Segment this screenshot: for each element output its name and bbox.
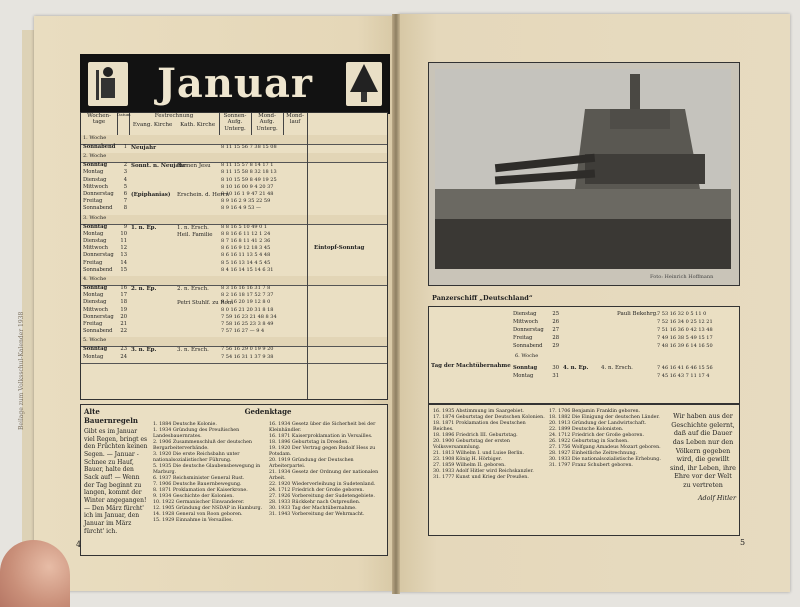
- holiday-ev: Sonnt. n. Neujahr: [131, 163, 186, 170]
- side-column: [307, 113, 388, 399]
- page-number-left: 4: [76, 540, 82, 549]
- gedenktag-entry: 20. 1913 Gründung der Landwirtschaft.: [549, 420, 647, 426]
- gedenktag-entry: 7. 1906 Deutsche Bauernbewegung.: [153, 481, 242, 487]
- day-name: Dienstag: [83, 176, 107, 183]
- gedenktag-entry: 28. 1927 Einheitliche Zeitrechnung.: [549, 450, 638, 456]
- gedenktag-entry: 28. 1933 Rückkehr nach Ostpreußen.: [269, 499, 361, 505]
- right-gedenk-col2: [549, 409, 661, 469]
- gedenktag-entry: 19. 1920 Der Vertrag gegen Rudolf Hess zu Potsdam.: [269, 445, 376, 457]
- day-name: Sonntag: [83, 223, 108, 230]
- sun-moon-times: 8 4 16 14 15 14 6 31: [221, 266, 274, 273]
- gedenktag-entry: 21. 1813 Wilhelm I. und Luise Berlin.: [433, 450, 525, 456]
- day-number: 26: [552, 319, 559, 325]
- day-number: 9: [123, 223, 127, 230]
- col-moon: Mond- Aufg. Unterg.: [251, 113, 284, 136]
- day-name: Montag: [83, 292, 104, 299]
- gedenktag-entry: 15. 1929 Einnahme in Versailles.: [153, 517, 234, 523]
- gedenktag-entry: 8. 1871 Proklamation der Kaiserkrone.: [153, 487, 248, 493]
- day-name: Sonnabend: [513, 343, 543, 349]
- book-spine: [392, 14, 400, 594]
- day-number: 17: [120, 292, 127, 299]
- week-label-text: 5. Woche: [83, 337, 107, 344]
- holiday-ev: Neujahr: [131, 145, 156, 151]
- day-number: 16: [120, 285, 127, 291]
- gedenktag-entry: 3. 1920 Die erste Reichsbahn unter nationalsozialistischer Führung.: [153, 451, 240, 463]
- day-number: 11: [120, 237, 127, 244]
- holiday-cath: Heil. Familie: [177, 231, 213, 238]
- day-number: 19: [120, 306, 127, 313]
- day-name: Sonntag: [83, 162, 108, 169]
- day-name: Dienstag: [513, 311, 537, 317]
- day-number: 7: [123, 198, 127, 205]
- gedenktag-entry: 20. 1900 Geburtstag der ersten Volksversammlung.: [433, 438, 510, 450]
- holiday-cath: 2. n. Ersch.: [177, 286, 209, 292]
- col-sun: Sonnen- Aufg. Unterg.: [219, 113, 252, 136]
- day-name: Sonnabend: [83, 266, 113, 273]
- day-name: Mittwoch: [83, 245, 108, 252]
- gedenktag-entry: 10. 1922 Germanischer Einwanderer.: [153, 499, 245, 505]
- sun-moon-times: 7 45 16 43 7 11 17 4: [657, 373, 710, 379]
- day-number: 27: [552, 327, 559, 333]
- week-label-text: 1. Woche: [83, 135, 107, 141]
- right-gedenk-col1: [433, 409, 545, 481]
- side-note: Eintopf-Sonntag: [314, 245, 365, 251]
- day-name: Donnerstag: [83, 252, 114, 259]
- day-name: Freitag: [83, 259, 103, 266]
- col-date: Datum: [117, 113, 130, 136]
- day-number: 23: [120, 346, 127, 353]
- day-number: 4: [123, 176, 127, 183]
- photo-credit: Foto: Heinrich Hoffmann: [650, 274, 714, 280]
- day-number: 2: [123, 162, 127, 169]
- day-number: 3: [123, 169, 127, 176]
- gedenktag-entry: 30. 1933 Adolf Hitler wird Reichskanzler.: [433, 468, 534, 474]
- gedenktag-entry: 30. 1933 Die nationalsozialistische Erhebung.: [549, 456, 661, 462]
- day-name: Montag: [83, 353, 104, 360]
- day-name: Donnerstag: [513, 327, 544, 333]
- sun-moon-times: 8 8 16 5 10 49 0 1: [221, 223, 268, 230]
- gedenktag-entry: 31. 1797 Franz Schubert geboren.: [549, 462, 633, 468]
- sun-moon-times: 8 10 16 1 9 47 21 48: [221, 190, 274, 197]
- sun-moon-times: 8 11 15 56 7 38 15 08: [221, 144, 277, 150]
- sun-moon-times: 7 48 16 39 6 14 16 50: [657, 343, 713, 349]
- month-header: [80, 54, 390, 114]
- holiday-ev: (Epiphanias): [131, 191, 171, 198]
- gedenktag-entry: 16. 1934 Gesetz über die Sicherheit bei der Kleinhändler.: [269, 422, 376, 433]
- day-number: 31: [552, 373, 559, 379]
- page-number-right: 5: [740, 538, 746, 547]
- day-number: 29: [552, 343, 559, 349]
- gedenktag-entry: 21. 1934 Gesetz der Ordnung der nationalen Arbeit.: [269, 469, 379, 481]
- bauernregeln-heading: Alte Bauernregeln: [84, 407, 139, 425]
- day-name: Freitag: [83, 321, 103, 327]
- bauernregeln: [84, 408, 148, 535]
- thumb: [0, 540, 70, 607]
- holiday-cath: 3. n. Ersch.: [177, 347, 209, 354]
- gedenktage-col-left: [153, 422, 265, 524]
- day-name: Montag: [83, 230, 104, 237]
- day-number: 8: [123, 205, 127, 212]
- holiday-cath: 1. n. Ersch.: [177, 224, 209, 231]
- day-name: Dienstag: [83, 299, 107, 306]
- day-number: 10: [120, 230, 127, 237]
- day-number: 1: [123, 144, 127, 150]
- sun-moon-times: 7 52 16 34 0 25 12 21: [657, 319, 713, 325]
- day-name: Freitag: [83, 198, 103, 205]
- day-number: 25: [552, 311, 559, 317]
- holiday-ev: 4. n. Ep.: [563, 365, 589, 371]
- sun-moon-times: 7 56 16 29 0 19 9 20: [221, 346, 274, 353]
- quote-text: Wir haben aus der Geschichte gelernt, daß auf die Dauer das Leben nur den Völkern gegeben wird, die gewillt sind, ihr Leben, ihre Ehre vor der Welt zu vertreten: [670, 412, 736, 490]
- day-number: 5: [123, 183, 127, 190]
- gedenktag-entry: 27. 1926 Vorbereitung der Sudetengebiete.: [269, 493, 375, 499]
- sun-moon-times: 8 10 16 00 9 4 20 37: [221, 183, 274, 190]
- gedenktag-entry: 18. 1882 Die Einigung der deutschen Länder.: [549, 414, 660, 420]
- gedenktag-entry: 16. 1935 Abstimmung im Saargebiet.: [433, 409, 524, 414]
- week-label-text: 4. Woche: [83, 276, 107, 282]
- gedenktag-entry: 31. 1943 Vorbereitung der Wehrmacht.: [269, 511, 365, 517]
- col-festrechnung: Festrechnung Evang. Kirche Kath. Kirche: [129, 113, 220, 136]
- photo-frame: [428, 62, 740, 286]
- sun-moon-times: 8 1 16 20 19 12 8 0: [221, 299, 271, 306]
- sun-moon-times: 7 46 16 41 6 46 15 56: [657, 365, 713, 371]
- day-number: 20: [120, 313, 127, 320]
- gedenktag-entry: 16. 1871 Kaiserproklamation in Versailles.: [269, 433, 373, 439]
- gedenktage: [153, 407, 383, 523]
- day-name: Donnerstag: [83, 190, 114, 197]
- gedenktag-entry: 9. 1934 Geschichte der Kolonien.: [153, 493, 234, 499]
- day-name: Sonnabend: [83, 205, 113, 212]
- day-name: Montag: [513, 373, 534, 379]
- holiday-ev: 3. n. Ep.: [131, 347, 157, 354]
- bauernregeln-text: Gibt es im Januar viel Regen, bringt es den Früchten keinen Segen. — Januar - Schnee zu Hauf, Bauer, halte den Sack auf! — Wenn der Tag beginnt zu langen, kommt der Winter angegangen! — Den März fürcht' ich im Januar, den Januar im März fürcht' ich.: [84, 427, 148, 535]
- gedenktag-entry: 14. 1928 General von Roon geboren.: [153, 511, 243, 517]
- sun-moon-times: 8 6 16 11 13 5 4 48: [221, 252, 271, 259]
- gedenktag-entry: 17. 1874 Geburtstag der Deutschen Kolonien.: [433, 414, 545, 420]
- gedenktag-entry: 22. 1920 Wiederverleihung in Sudetenland.: [269, 481, 376, 487]
- gedenktag-entry: 27. 1756 Wolfgang Amadeus Mozart geboren.: [549, 444, 661, 450]
- sun-moon-times: 8 9 16 2 9 35 22 59: [221, 198, 271, 205]
- sun-moon-times: 7 51 16 36 0 42 13 48: [657, 327, 713, 333]
- day-name: Sonnabend: [83, 144, 116, 150]
- gedenktag-entry: 1. 1884 Deutsche Kolonie.: [153, 422, 217, 427]
- holiday-cath: Namen Jesu: [177, 163, 211, 170]
- sun-moon-times: 8 7 16 8 11 41 2 36: [221, 237, 271, 244]
- tree-illustration: [346, 62, 382, 106]
- gedenktag-entry: 18. 1871 Proklamation des Deutschen Reiches.: [433, 420, 526, 432]
- col-weekday: Wochen-tage: [81, 113, 118, 136]
- day-name: Mittwoch: [513, 319, 538, 325]
- week-label-text: 2. Woche: [83, 153, 107, 160]
- day-name: Sonnabend: [83, 328, 113, 335]
- side-note: Tag der Machtübernahme: [431, 363, 511, 369]
- gedenktage-heading: Gedenktage: [244, 407, 292, 416]
- sun-moon-times: 7 54 16 31 1 37 9 38: [221, 353, 274, 360]
- holiday-cath: 4. n. Ersch.: [601, 365, 633, 371]
- gedenktag-entry: 24. 1712 Friedrich der Große geboren.: [549, 432, 645, 438]
- day-name: Montag: [83, 169, 104, 176]
- week-label-text: 3. Woche: [83, 214, 107, 221]
- day-number: 13: [120, 252, 127, 259]
- sun-moon-times: 7 59 16 23 21 48 8 34: [221, 313, 277, 320]
- day-number: 15: [120, 266, 127, 273]
- holiday-cath: Erschein. d. Herrn: [177, 191, 230, 198]
- day-name: Mittwoch: [83, 306, 108, 313]
- gedenktag-entry: 6. 1937 Reichsminister General Rust.: [153, 475, 245, 481]
- sun-moon-times: 8 8 16 6 11 12 1 24: [221, 230, 271, 237]
- day-name: Sonntag: [83, 285, 108, 291]
- sun-moon-times: 8 11 15 57 8 14 17 1: [221, 162, 274, 169]
- day-number: 21: [120, 321, 127, 327]
- sun-moon-times: 8 9 16 4 9 53 —: [221, 205, 261, 212]
- holiday-ev: 2. n. Ep.: [131, 286, 157, 292]
- gedenktage-col-right: [269, 422, 381, 518]
- lower-left-box: [80, 404, 388, 556]
- day-name: Donnerstag: [83, 313, 114, 320]
- day-name: Sonntag: [513, 365, 538, 371]
- sun-moon-times: 8 5 16 13 14 4 5 45: [221, 259, 271, 266]
- gedenktag-entry: 2. 1906 Zusammenschluß der deutschen Bergarbeiterverbände.: [153, 439, 253, 451]
- gedenktag-entry: 26. 1922 Geburtstag in Sachsen.: [549, 438, 629, 444]
- day-name: Freitag: [513, 335, 533, 341]
- gedenktag-entry: 17. 1706 Benjamin Franklin geboren.: [549, 409, 641, 414]
- gedenktag-entry: 23. 1908 König H. Hörbiger.: [433, 456, 502, 462]
- gedenktag-entry: 31. 1777 Kunst und Krieg der Preußen.: [433, 474, 529, 480]
- holiday-cath: Petri Stuhlf. zu Rom: [177, 300, 234, 307]
- sun-moon-times: 7 53 16 32 0 5 11 0: [657, 311, 707, 317]
- calendar-grid: [80, 112, 388, 400]
- day-number: 18: [120, 299, 127, 306]
- sun-moon-times: 8 6 16 9 12 18 3 45: [221, 245, 271, 252]
- quote-author: Adolf Hitler: [697, 493, 736, 502]
- gedenktag-entry: 18. 1896 Friedrich III. Geburtstag.: [433, 432, 518, 438]
- gedenktag-entry: 24. 1712 Friedrich der Große geboren.: [269, 487, 365, 493]
- sun-moon-times: 8 2 16 18 17 52 7 37: [221, 292, 274, 299]
- day-number: 6: [123, 190, 127, 197]
- sun-moon-times: 8 0 16 21 20 31 8 18: [221, 306, 274, 313]
- gedenktag-entry: 12. 1905 Gründung der NSDAP in Hamburg.: [153, 505, 263, 511]
- day-name: Mittwoch: [83, 183, 108, 190]
- day-name: Dienstag: [83, 237, 107, 244]
- sun-moon-times: 7 58 16 25 23 3 8 49: [221, 321, 274, 327]
- battleship-photo: [435, 69, 731, 269]
- day-number: 30: [552, 365, 559, 371]
- margin-note: Beilage zum Volksschul-Kalender 1938: [18, 311, 25, 430]
- gedenktag-entry: 27. 1859 Wilhelm II. geboren.: [433, 462, 506, 468]
- sun-moon-times: 8 3 16 16 16 31 7 8: [221, 285, 271, 291]
- day-number: 14: [120, 259, 127, 266]
- sun-moon-times: 7 49 16 38 5 49 15 17: [657, 335, 713, 341]
- gedenktag-entry: 30. 1933 Tag der Machtübernahme.: [269, 505, 357, 511]
- day-number: 22: [120, 328, 127, 335]
- week-label: 6. Woche: [515, 353, 539, 359]
- gedenktag-entry: 5. 1935 Die deutsche Glaubensbewegung in Marburg.: [153, 463, 261, 475]
- holiday-cath: Pauli Bekehrg.: [617, 311, 658, 317]
- day-number: 24: [120, 353, 127, 360]
- photo-caption: Panzerschiff „Deutschland“: [432, 294, 533, 302]
- gedenktag-entry: 22. 1899 Deutsche Kolonisten.: [549, 426, 624, 432]
- gedenktag-entry: 1. 1934 Gründung des Preußischen Landesbauernrates.: [153, 427, 240, 439]
- day-number: 28: [552, 335, 559, 341]
- day-number: 12: [120, 245, 127, 252]
- col-moonphase: Mond-lauf: [283, 113, 308, 136]
- day-name: Sonntag: [83, 346, 108, 353]
- quote-box: [670, 412, 736, 502]
- right-calendar: [428, 306, 740, 404]
- month-title: Januar: [157, 60, 313, 107]
- sun-moon-times: 7 57 16 27 — 9 4: [221, 328, 265, 335]
- holiday-ev: 1. n. Ep.: [131, 224, 157, 231]
- gedenktag-entry: 20. 1919 Gründung der Deutschen Arbeiterpartei.: [269, 457, 354, 469]
- sun-moon-times: 8 10 15 59 8 49 19 25: [221, 176, 277, 183]
- gedenktag-entry: 18. 1896 Geburtstag in Dresden.: [269, 439, 349, 445]
- sun-moon-times: 8 11 15 58 8 32 18 13: [221, 169, 277, 176]
